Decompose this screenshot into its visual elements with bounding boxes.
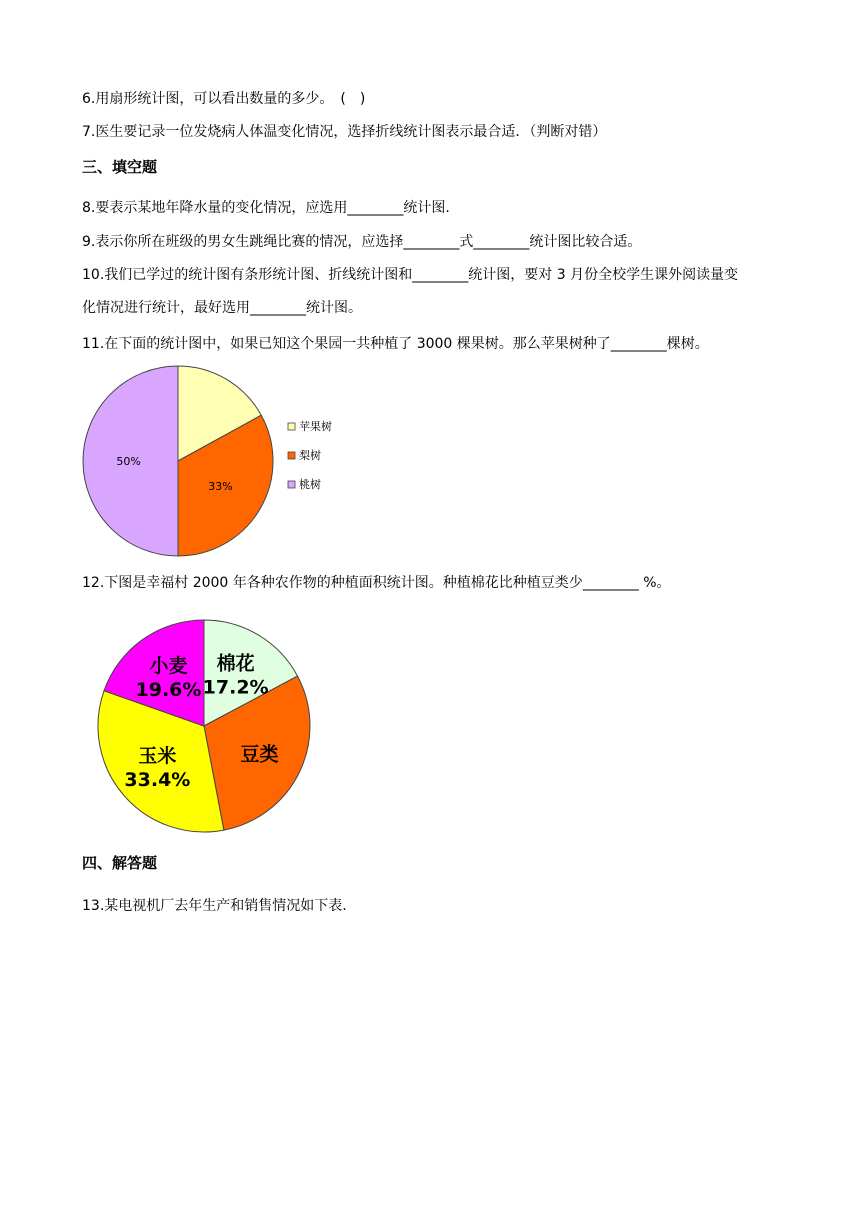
question-9: 9.表示你所在班级的男女生跳绳比赛的情况，应选择________式________统计图比较合适。 bbox=[82, 234, 642, 250]
question-10-line1: 10.我们已学过的统计图有条形统计图、折线统计图和________统计图，要对 3 月份全校学生课外阅读量变 bbox=[82, 267, 739, 283]
pie-label-2-2-0: 玉米 bbox=[138, 745, 177, 768]
question-7: 7.医生要记录一位发烧病人体温变化情况，选择折线统计图表示最合适．（判断对错） bbox=[82, 124, 607, 140]
question-6: 6.用扇形统计图，可以看出数量的多少。 ( ) bbox=[82, 91, 366, 107]
pie-label-2-0-0: 棉花 bbox=[216, 652, 255, 675]
legend-label-0: 苹果树 bbox=[299, 420, 332, 433]
pie-label-2-2-1: 33.4% bbox=[124, 769, 191, 792]
section-heading-answers: 四、解答题 bbox=[82, 854, 158, 872]
pie-label-2-1-0: 豆类 bbox=[240, 743, 279, 766]
pie-label-1-1: 33% bbox=[208, 480, 233, 494]
pie-label-2-0-1: 17.2% bbox=[202, 676, 269, 699]
legend-swatch-0 bbox=[288, 423, 295, 430]
question-10-line2: 化情况进行统计，最好选用________统计图。 bbox=[82, 300, 362, 316]
legend-label-1: 梨树 bbox=[299, 449, 321, 462]
legend-label-2: 桃树 bbox=[299, 478, 321, 491]
orchard-pie-chart bbox=[80, 364, 340, 564]
pie-label-2-3-1: 19.6% bbox=[135, 678, 202, 701]
question-13: 13.某电视机厂去年生产和销售情况如下表. bbox=[82, 898, 347, 914]
crop-area-pie-chart bbox=[96, 610, 316, 840]
pie-label-1-2: 50% bbox=[116, 455, 141, 468]
legend-swatch-1 bbox=[288, 452, 295, 459]
question-8: 8.要表示某地年降水量的变化情况，应选用________统计图. bbox=[82, 200, 450, 216]
question-12: 12.下图是幸福村 2000 年各种农作物的种植面积统计图。种植棉花比种植豆类少________ %。 bbox=[82, 575, 671, 591]
pie-label-2-3-0: 小麦 bbox=[149, 654, 188, 677]
question-11: 11.在下面的统计图中，如果已知这个果园一共种植了 3000 棵果树。那么苹果树种了________棵树。 bbox=[82, 336, 709, 352]
legend-swatch-2 bbox=[288, 481, 295, 488]
section-heading-fill-blanks: 三、填空题 bbox=[82, 158, 158, 176]
